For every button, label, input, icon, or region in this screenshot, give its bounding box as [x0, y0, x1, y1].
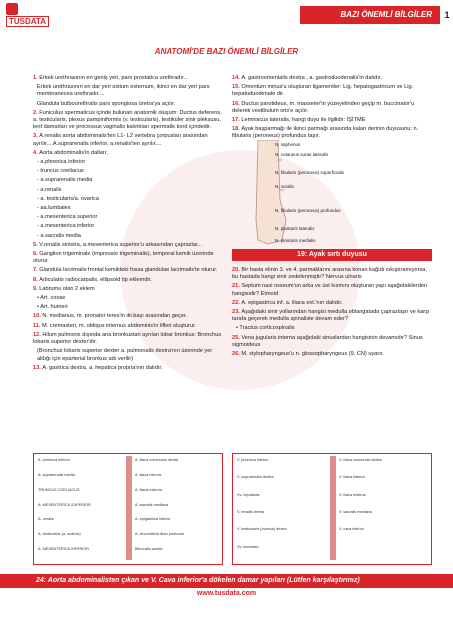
diagram-label: Vv. lumbales: [237, 544, 259, 549]
list-item: [232, 101, 432, 115]
item-text: Vena jugularis interna aşağıdaki sinuslardan hangisinin devamıdır? Sinus sigmoideus: [232, 334, 423, 348]
item-number: 10.: [33, 313, 43, 320]
bottom-caption: 24: Aorta abdominalisten çıkan ve V. Cava inferior'a dökelen damar yapıları (Lütfen karşılaştırınız): [0, 574, 453, 588]
diagram-label: A. iliaca interna: [135, 472, 161, 477]
item-number: 17.: [232, 117, 242, 124]
item-number: 15.: [232, 84, 242, 91]
item-text: - a.renalis: [37, 186, 62, 193]
list-item: [33, 332, 223, 346]
diagram-label: V. testicularis (ovarica) dextra: [237, 527, 287, 532]
list-item: [232, 267, 432, 281]
item-number: 18.: [232, 126, 242, 133]
right-column: [232, 75, 432, 143]
item-text: A. gastrica dextra, a. hepatica propria'nın dalıdır.: [42, 364, 163, 371]
item-text: - a.mesenterica superior: [37, 214, 98, 221]
diagram-label: A. MESENTERICA SUPERIOR: [38, 502, 91, 507]
diagram-label: V. iliaca externa: [339, 492, 366, 497]
list-item: [33, 196, 223, 203]
item-text: Funiculus spermaticus içinde bulunan anatomik oluşum: Ductus deferens, a. testicularis, plexus pampiniformis (v. testicularis), testiküler sinir pleksusu, lenf damarları ve processus vaginalis kalıntıları spermatik kord içindedir.: [33, 109, 222, 131]
item-text: Erkek urethrasının en geniş yeri, pars prostatica urethradır...: [39, 75, 189, 81]
foot-label: N. plantaris lateralis: [275, 226, 315, 231]
item-text: N. medianus, m. pronator teres'in iki başı arasından geçer.: [42, 313, 188, 320]
logo-badge-icon: [6, 3, 18, 15]
item-number: 11.: [33, 322, 43, 329]
item-text: Aşağıdaki sinir yollarından hangisi medulla oblangatada çaprazlaşır ve karşı tarafa geçerek medulla spinaliste devam eder?: [232, 309, 430, 323]
item-text: Ayak başparmağı ile ikinci parmağı arasında kalan derinin duyusunu; n. fibularis (peroneus) profundus taşır.: [232, 126, 419, 140]
item-text: Erkek urethrasının en dar yeri ostium externum, ikinci en dar yeri pars membranecea urethradır....: [37, 84, 210, 98]
item-text: Bir hasta elinin 3. ve 4. parmaklarını arasına konan kağıdı sıkıştıramıyorsa, bu hastada hangi sinir zedelenmiştir? Nervus ulnaris: [232, 267, 427, 281]
item-text: - a. testicularis/a. ovarica: [37, 195, 99, 202]
diagram-label: A. phrenica inferior: [38, 458, 70, 462]
list-item: [33, 286, 223, 293]
diagram-label: Vv. hepaticae: [237, 492, 260, 497]
item-number: 6.: [33, 251, 40, 258]
foot-label: N. suralis: [275, 184, 294, 189]
item-number: 16.: [232, 100, 242, 107]
item-number: 26.: [232, 351, 242, 358]
item-text: Ductus parotideus, m. masseter'in yüzeyelinden geçip m. buccinator'u delerek vestibulum oris'e açılır.: [232, 100, 415, 114]
list-item: [232, 325, 432, 332]
item-number: 9.: [33, 285, 40, 292]
list-item: [33, 223, 223, 230]
list-item: [33, 110, 223, 132]
figure-caption: 19: Ayak sırtı duyusu: [232, 249, 432, 261]
item-number: 14.: [232, 75, 242, 81]
list-item: [33, 242, 223, 249]
footer-url[interactable]: www.tusdata.com: [196, 590, 257, 597]
item-text: M. stylopharyngeus'u n. glossopharyngeus (9. CN) uyarır.: [241, 351, 384, 358]
item-text: - a.suprarenalis media: [37, 177, 93, 184]
list-item: [33, 304, 223, 311]
item-text: A. gastroomentalis dextra , a. gastroduodenalis'in dalıdır.: [241, 75, 383, 81]
item-number: 21.: [232, 283, 242, 290]
item-text: Ganglion trigeminale (impressio trigeminalis), temporal kemik üzerinde oturur.: [33, 251, 214, 265]
item-text: Glandula bulbourethralis pars spongiosa üretra'ya açılır.: [37, 100, 176, 107]
diagram-label: A. suprarenalis media: [38, 472, 75, 477]
list-item: [33, 267, 223, 274]
section-title: BAZI ÖNEMLİ BİLGİLER: [300, 6, 440, 24]
list-item: [232, 117, 432, 124]
list-item: [33, 323, 223, 330]
item-number: 8.: [33, 276, 40, 283]
list-item: [33, 348, 223, 362]
list-item: [33, 84, 223, 98]
item-text: A.renalis aorta abdominalis'ten L1- L2 vertebra çorpusları arasından ayrılır....A.suprarenalis inferior, a.renalis'ten ayrılır....: [33, 133, 208, 147]
diagram-label: V. cava inferior: [339, 527, 364, 532]
item-text: - truncus coeliacus: [37, 168, 84, 175]
foot-label: N. fibularis (peroneus) profundus: [275, 208, 341, 213]
list-item: [232, 335, 432, 349]
item-text: (Bronchus lobaris superior dexter a. pulmonalis dextra'nın üzerinde yer aldığı için eparterial bronkus adı verilir): [37, 348, 213, 362]
right-column-lower: [232, 267, 432, 360]
item-text: Aorta abdominalis'in dalları;: [39, 149, 108, 156]
item-number: 5.: [33, 241, 40, 248]
left-column: [33, 75, 223, 374]
list-item: [33, 214, 223, 221]
tusdata-logo: [6, 3, 50, 29]
item-number: 7.: [33, 267, 40, 274]
item-number: 20.: [232, 267, 242, 273]
item-text: Articulatio radiocarpalis, ellipsoid tip eklemdir.: [39, 276, 152, 283]
vessel-trunk: [126, 456, 132, 560]
aorta-branches-diagram: [33, 453, 223, 565]
item-text: • Art. coxae: [37, 295, 66, 302]
item-text: - a.mesenterica inferior: [37, 223, 95, 230]
item-text: Labrumu olan 2 eklem: [39, 285, 95, 292]
list-item: [33, 295, 223, 302]
item-text: - aa.lumbales: [37, 205, 71, 212]
list-item: [33, 177, 223, 184]
diagram-label: A. renalis: [38, 517, 54, 522]
item-text: Lemniscus lateralis, hangi duyu ile ilgilidir: İŞİTME: [241, 117, 366, 124]
list-item: [33, 205, 223, 212]
vena-cava-tributaries-diagram: [232, 453, 432, 565]
item-text: Omentum minus'u oluşturan ligamentler: Lig. hepatogastricum ve Lig. hepatoduodenale dir.: [232, 84, 414, 98]
list-item: [232, 126, 432, 140]
diagram-label: V. phrenica inferior: [237, 458, 269, 462]
list-item: [33, 251, 223, 265]
list-item: [33, 313, 223, 320]
item-text: A. epigastrica inf. a. iliaca ext.'nın dalıdır.: [241, 299, 343, 306]
list-item: [232, 351, 432, 358]
foot-label: N. cutaneus surae lateralis: [275, 152, 329, 157]
diagram-label: V. suprarenalis dextra: [237, 475, 274, 480]
item-text: • Tractus corticospinalis: [236, 325, 295, 332]
item-number: 23.: [232, 309, 242, 316]
item-number: 4.: [33, 149, 40, 156]
item-text: - a.phrenica inferior: [37, 159, 86, 166]
item-text: Septum nasi osseum'un arka ve üst kısmını oluşturan yapı aşağıdakilerden hangisidir? Etmoid: [232, 283, 428, 297]
diagram-label: A. epigastrica inferior: [135, 517, 171, 522]
list-item: [33, 365, 223, 372]
item-text: Glandula lacrimalis frontal kemikteki fossa glandulae lacrimalis'te oturur.: [39, 267, 218, 274]
item-number: 1.: [33, 75, 40, 81]
diagram-label: V. sacralis mediana: [339, 510, 372, 514]
list-item: [232, 84, 432, 98]
logo-brand-text: TUSDATA: [6, 16, 49, 27]
foot-label: N. plantaris medialis: [275, 238, 316, 243]
diagram-label: A. iliaca externa: [135, 487, 163, 492]
list-item: [33, 168, 223, 175]
diagram-label: Bifurcatio aortae: [135, 547, 163, 552]
list-item: [33, 150, 223, 157]
item-number: 12.: [33, 331, 43, 338]
diagram-label: A. MESENTERICA INFERIOR: [38, 547, 90, 552]
list-item: [33, 187, 223, 194]
item-text: Hilum pulmonis dışında ana bronkustan ayrılan lobar bronkus: Bronchus lobaris superior dexter'dir.: [33, 331, 222, 346]
list-item: [232, 300, 432, 307]
item-number: 3.: [33, 133, 40, 140]
list-item: [33, 277, 223, 284]
list-item: [232, 283, 432, 297]
item-text: • Art. humeri: [37, 304, 68, 311]
diagram-label: A. iliaca communis dextra: [135, 458, 179, 462]
page-header: [0, 0, 453, 34]
item-number: 25.: [232, 334, 242, 341]
diagram-label: A. circumflexa ilium profunda: [135, 532, 184, 537]
list-item: [232, 75, 432, 82]
foot-label: N. saphenus: [275, 142, 301, 147]
diagram-label: TRUNCUS COELIACUS: [38, 487, 80, 492]
item-text: - a.sacralis media: [37, 232, 81, 239]
diagram-label: V. iliaca interna: [339, 475, 365, 480]
list-item: [33, 133, 223, 147]
list-item: [232, 309, 432, 323]
item-text: V.renalis sinistra, a.mesenterica superior'u arkasından çaprazlar...: [39, 241, 203, 248]
vessel-trunk: [330, 456, 336, 560]
diagram-label: A. sacralis mediana: [135, 502, 169, 507]
foot-label: N. fibularis (peroneus) superficialis: [275, 170, 345, 175]
page-number: 1: [444, 10, 450, 20]
item-number: 2.: [33, 109, 40, 116]
diagram-label: V. iliaca communis dextra: [339, 458, 382, 462]
item-text: M. cremasteri, m. obliqus internus abdominis'in lifleri oluşturur.: [42, 322, 197, 329]
list-item: [33, 159, 223, 166]
diagram-label: V. renalis dextra: [237, 510, 265, 514]
list-item: [33, 233, 223, 240]
diagram-label: A. testicularis (a. ovarica): [38, 532, 81, 537]
item-number: 22.: [232, 299, 242, 306]
item-number: 13.: [33, 364, 43, 371]
page-title: ANATOMİ'DE BAZI ÖNEMLİ BİLGİLER: [154, 47, 299, 56]
foot-labels: [275, 140, 375, 246]
list-item: [33, 101, 223, 108]
list-item: [33, 75, 223, 82]
